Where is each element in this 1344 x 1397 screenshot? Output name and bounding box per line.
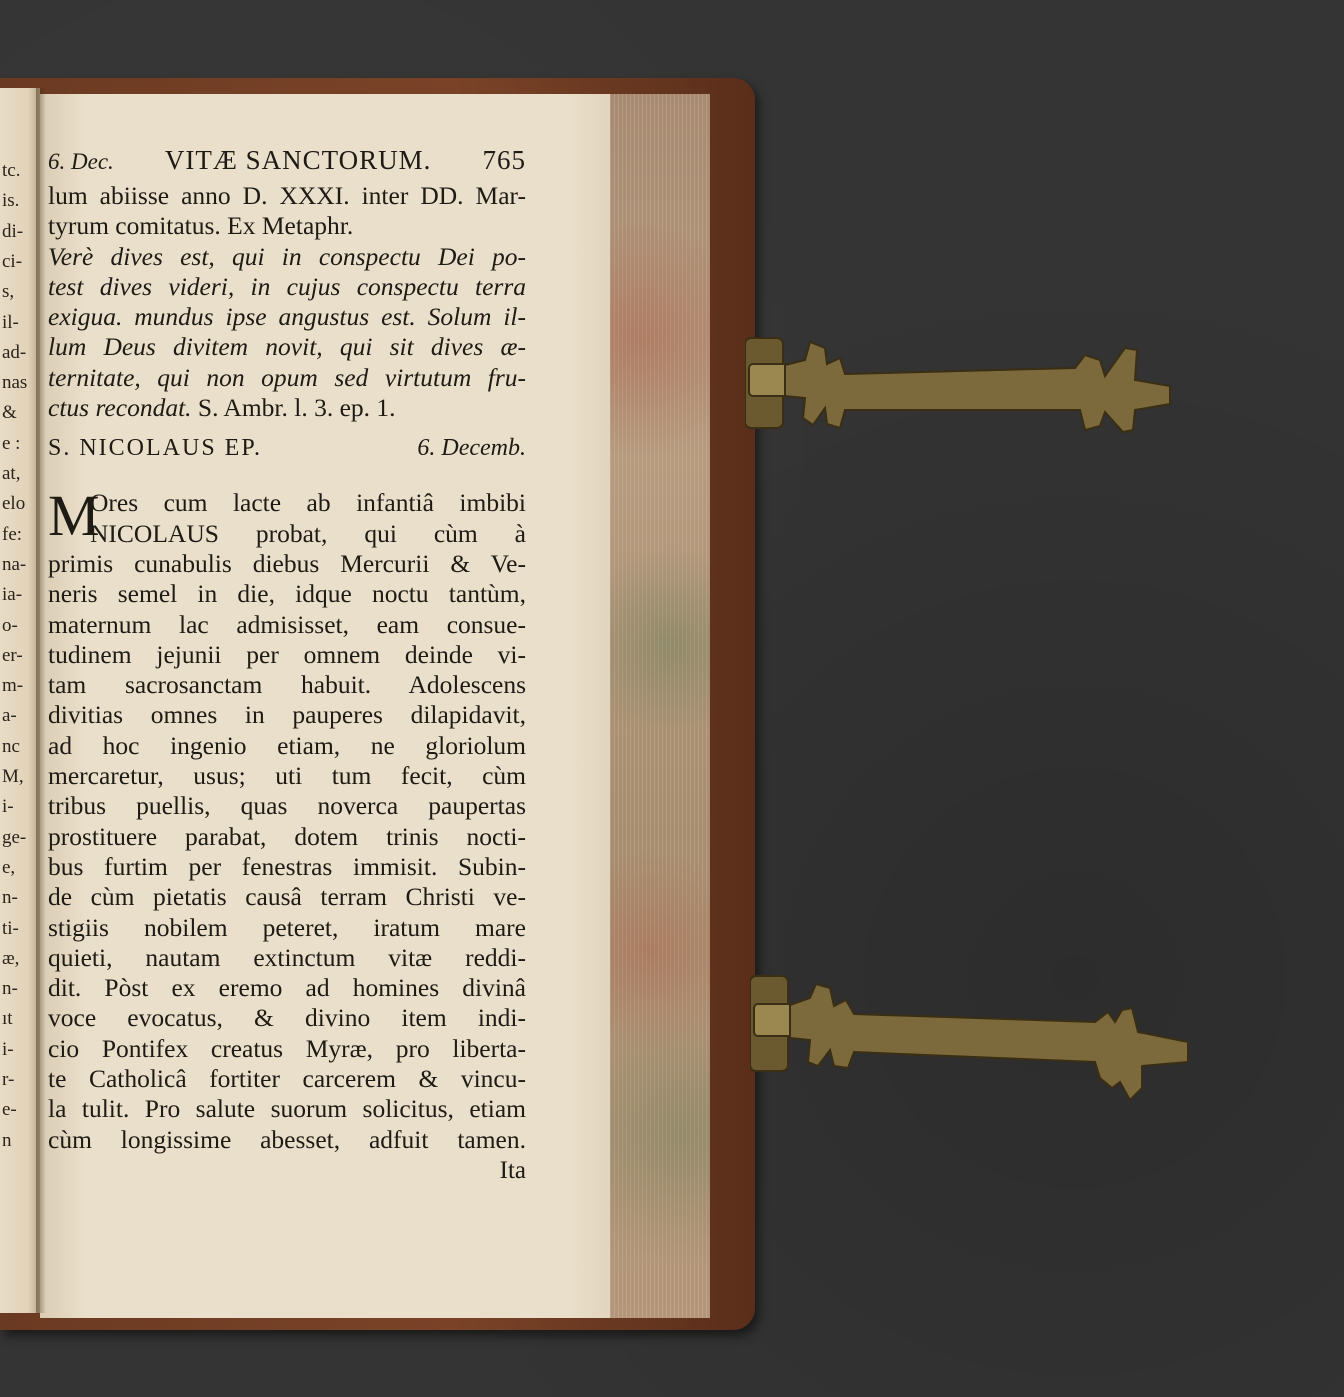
quote-citation: S. Ambr. l. 3. ep. 1. (197, 393, 396, 423)
left-page-fragment: ti- (2, 917, 19, 939)
page-number: 765 (482, 145, 526, 175)
text-line: NICOLAUS probat, qui cùm à (90, 518, 526, 548)
upper-clasp (745, 330, 1175, 364)
left-page-fragment: & (2, 402, 17, 424)
left-page-fragment: s, (2, 281, 15, 303)
text-line: dit. Pòst ex eremo ad homines divinâ (48, 973, 526, 1003)
left-page-fragment: æ, (2, 947, 20, 969)
left-page-fragment: i- (2, 796, 14, 818)
left-page-fragment: n- (2, 978, 18, 1000)
left-page-fragment: ia- (2, 584, 23, 606)
running-head (48, 145, 526, 181)
running-head-title: VITÆ SANCTORUM. (164, 145, 432, 175)
text-line: te Catholicâ fortiter carcerem & vincu- (48, 1064, 526, 1094)
text-line: tyrum comitatus. Ex Metaphr. (48, 211, 354, 241)
left-page-fragment: na- (2, 553, 27, 575)
left-page-fragment: n- (2, 887, 18, 909)
quote-line: Verè dives est, qui in conspectu Dei po- (48, 241, 526, 271)
page-text (48, 145, 526, 1185)
text-line: lum abiisse anno D. XXXI. inter DD. Mar- (48, 181, 526, 210)
left-page-fragment: nc (2, 735, 20, 757)
left-page-fragment: n (2, 1129, 12, 1151)
quote-line: lum Deus divitem novit, qui sit dives æ- (48, 332, 526, 362)
left-page-edge (0, 88, 40, 1313)
left-page-fragment: m- (2, 675, 24, 697)
fore-edge (610, 94, 710, 1318)
catchword: Ita (499, 1156, 526, 1184)
left-page-fragment: nas (2, 372, 28, 394)
text-line: primis cunabulis diebus Mercurii & Ve- (48, 548, 526, 578)
left-page-fragment: il- (2, 311, 19, 333)
left-page-fragment: er- (2, 644, 23, 666)
section-date: 6. Decemb. (417, 435, 526, 462)
quote-line: test dives videri, in cujus conspectu terra (48, 271, 526, 301)
left-page-fragment: is. (2, 190, 20, 212)
lower-clasp (750, 970, 1195, 1004)
text-line: cùm longissime abesset, adfuit tamen. (48, 1124, 526, 1154)
drop-cap: M (48, 483, 100, 549)
text-line: bus furtim per fenestras immisit. Subin- (48, 851, 526, 881)
left-page-fragment: e : (2, 432, 21, 454)
text-line: la tulit. Pro salute suorum solicitus, etiam (48, 1094, 526, 1124)
gutter-shadow (36, 88, 46, 1313)
left-page-fragment: fe: (2, 523, 23, 545)
left-page-fragment: e, (2, 856, 16, 878)
left-page-fragment: tc. (2, 160, 21, 181)
left-page-fragment: ıt (2, 1008, 13, 1030)
text-line: maternum lac admisisset, eam consue- (48, 609, 526, 639)
left-page-fragment: a- (2, 705, 17, 727)
running-head-date: 6. Dec. (48, 149, 114, 174)
left-page-fragment: elo (2, 493, 26, 515)
text-line: prostituere parabat, dotem trinis nocti- (48, 821, 526, 851)
opening-paragraph (48, 483, 526, 549)
text-line: voce evocatus, & divino item indi- (48, 1003, 526, 1033)
left-page-fragment: di- (2, 220, 24, 242)
left-page-fragment: ad- (2, 341, 27, 363)
text-line: Ores cum lacte ab infantiâ imbibi (90, 488, 526, 518)
body-text (48, 549, 526, 1155)
left-page-fragment: at, (2, 463, 21, 484)
text-line: quieti, nautam extinctum vitæ reddi- (48, 942, 526, 972)
text-line: de cùm pietatis causâ terram Christi ve- (48, 882, 526, 912)
quote-end-italic: ctus recondat. (48, 393, 192, 423)
quote-line: ternitate, qui non opum sed virtutum fru- (48, 362, 526, 392)
section-heading (48, 435, 526, 462)
left-page-fragment: ci- (2, 250, 23, 272)
text-line: ad hoc ingenio etiam, ne gloriolum (48, 730, 526, 760)
left-page-fragment: ge- (2, 826, 27, 848)
quote-line: exigua. mundus ipse angustus est. Solum il- (48, 302, 526, 332)
left-page-fragment: o- (2, 614, 18, 636)
left-page-fragment: e- (2, 1099, 17, 1121)
left-page-fragment: i- (2, 1038, 14, 1060)
section-title: S. NICOLAUS EP. (48, 435, 263, 462)
text-line: neris semel in die, idque noctu tantùm, (48, 579, 526, 609)
text-line: tribus puellis, quas noverca paupertas (48, 791, 526, 821)
left-page-fragment: r- (2, 1069, 15, 1090)
text-line: tam sacrosanctam habuit. Adolescens (48, 670, 526, 700)
text-line: mercaretur, usus; uti tum fecit, cùm (48, 761, 526, 791)
text-line: cio Pontifex creatus Myræ, pro liberta- (48, 1033, 526, 1063)
text-line: tudinem jejunii per omnem deinde vi- (48, 639, 526, 669)
text-line: divitias omnes in pauperes dilapidavit, (48, 700, 526, 730)
left-page-fragment: M, (2, 766, 24, 787)
quote-line-end (48, 393, 526, 423)
text-line: stigiis nobilem peteret, iratum mare (48, 912, 526, 942)
